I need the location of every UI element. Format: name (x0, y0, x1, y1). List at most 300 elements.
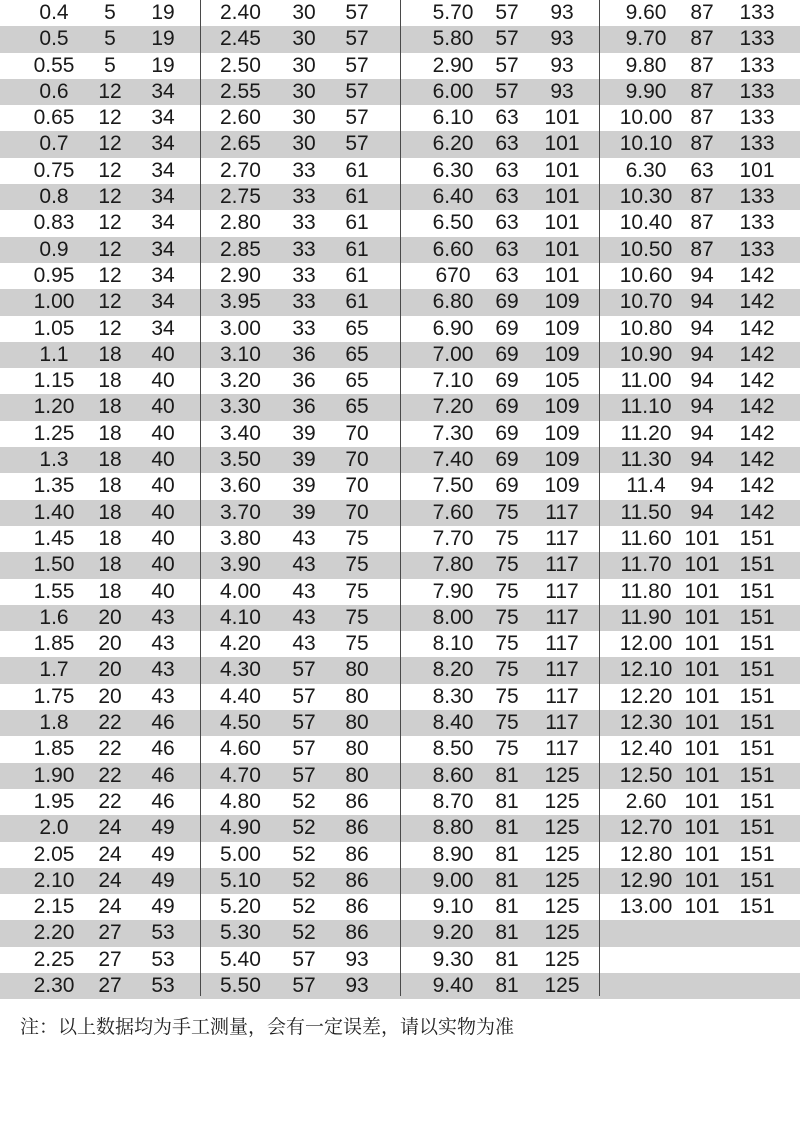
table-cell: 40 (151, 526, 175, 550)
table-cell: 101 (544, 263, 580, 287)
table-cell: 63 (495, 106, 519, 130)
table-cell: 75 (495, 684, 519, 708)
table-cell: 670 (435, 263, 471, 287)
table-cell: 10.70 (619, 290, 673, 314)
table-cell: 22 (98, 711, 122, 735)
table-cell: 0.5 (39, 27, 69, 51)
table-cell: 33 (292, 158, 316, 182)
table-cell: 142 (739, 290, 775, 314)
table-cell: 87 (690, 237, 714, 261)
table-cell: 133 (739, 53, 775, 77)
table-cell: 12.90 (619, 868, 673, 892)
table-cell: 101 (684, 763, 720, 787)
table-cell: 18 (98, 500, 122, 524)
table-cell: 81 (495, 947, 519, 971)
table-cell: 69 (495, 316, 519, 340)
table-cell: 2.20 (33, 921, 75, 945)
table-cell: 75 (495, 500, 519, 524)
table-cell: 30 (292, 53, 316, 77)
table-cell: 8.90 (432, 842, 474, 866)
table-cell (732, 947, 782, 973)
table-cell: 12.10 (619, 658, 673, 682)
table-cell: 101 (684, 789, 720, 813)
table-cell: 11.4 (626, 474, 666, 498)
table-cell: 101 (544, 132, 580, 156)
table-cell: 93 (550, 27, 574, 51)
table-cell: 101 (684, 895, 720, 919)
table-cell: 3.95 (220, 290, 261, 314)
table-cell: 133 (739, 211, 775, 235)
table-cell: 2.05 (33, 842, 75, 866)
table-cell: 80 (345, 711, 369, 735)
table-cell: 0.83 (33, 211, 75, 235)
table-cell (610, 947, 682, 973)
table-cell: 57 (292, 658, 316, 682)
table-cell: 19 (151, 27, 175, 51)
table-cell: 1.05 (33, 316, 75, 340)
table-cell: 12.70 (619, 816, 673, 840)
table-cell: 75 (495, 632, 519, 656)
table-cell: 117 (545, 632, 579, 656)
table-cell: 12 (98, 79, 122, 103)
table-cell: 2.45 (220, 27, 261, 51)
table-cell: 0.7 (39, 132, 69, 156)
table-cell: 1.85 (33, 632, 75, 656)
table-cell: 101 (544, 158, 580, 182)
table-cell: 94 (690, 448, 714, 472)
table-cell: 87 (690, 79, 714, 103)
table-cell: 125 (544, 921, 580, 945)
table-cell: 2.65 (220, 132, 261, 156)
table-cell: 133 (739, 132, 775, 156)
table-cell: 101 (684, 658, 720, 682)
table-cell: 125 (544, 763, 580, 787)
table-cell: 63 (495, 185, 519, 209)
table-cell: 93 (550, 1, 574, 24)
table-cell: 12 (98, 290, 122, 314)
table-cell: 24 (98, 895, 122, 919)
table-cell: 49 (151, 895, 175, 919)
table-cell: 2.0 (39, 816, 69, 840)
table-cell: 1.45 (33, 526, 75, 550)
table-cell: 61 (345, 185, 369, 209)
table-cell: 5.20 (220, 895, 261, 919)
table-cell: 52 (292, 895, 316, 919)
table-cell (732, 920, 782, 946)
table-cell: 1.95 (33, 789, 75, 813)
table-cell: 27 (98, 921, 122, 945)
table-cell: 6.30 (625, 158, 667, 182)
table-cell: 1.15 (33, 369, 75, 393)
table-cell (610, 920, 682, 946)
table-cell: 18 (98, 579, 122, 603)
table-cell (610, 973, 682, 999)
table-cell: 18 (98, 395, 122, 419)
table-cell: 151 (739, 763, 775, 787)
table-cell: 34 (151, 290, 175, 314)
table-cell: 49 (151, 842, 175, 866)
table-cell: 34 (151, 158, 175, 182)
table-cell: 117 (545, 579, 579, 603)
table-cell: 5 (104, 53, 116, 77)
table-cell: 8.10 (432, 632, 474, 656)
table-cell: 0.65 (33, 106, 75, 130)
table-cell: 9.00 (432, 868, 474, 892)
table-cell: 133 (739, 79, 775, 103)
table-cell: 101 (684, 632, 720, 656)
table-cell: 0.6 (39, 79, 69, 103)
table-cell: 1.3 (39, 448, 69, 472)
table-cell: 6.90 (432, 316, 474, 340)
table-cell: 12 (98, 237, 122, 261)
table-cell: 142 (739, 448, 775, 472)
table-cell: 151 (739, 658, 775, 682)
table-cell: 57 (292, 973, 316, 997)
table-cell: 40 (151, 579, 175, 603)
table-cell: 18 (98, 369, 122, 393)
table-cell: 20 (98, 632, 122, 656)
table-cell: 81 (495, 868, 519, 892)
table-cell: 6.60 (432, 237, 474, 261)
table-cell: 69 (495, 369, 519, 393)
table-cell: 53 (151, 947, 175, 971)
table-cell: 46 (151, 789, 175, 813)
table-cell: 30 (292, 1, 316, 24)
table-cell: 0.9 (39, 237, 69, 261)
table-cell: 20 (98, 684, 122, 708)
table-cell: 18 (98, 553, 122, 577)
table-cell: 7.90 (432, 579, 474, 603)
table-cell: 75 (345, 553, 369, 577)
table-cell: 2.60 (625, 789, 667, 813)
table-cell: 36 (292, 342, 316, 366)
table-cell: 87 (690, 211, 714, 235)
table-cell: 0.95 (33, 263, 75, 287)
table-cell: 81 (495, 816, 519, 840)
table-cell: 94 (690, 421, 714, 445)
table-cell: 10.60 (619, 263, 673, 287)
table-cell: 12 (98, 211, 122, 235)
table-cell: 9.40 (432, 973, 474, 997)
table-cell: 142 (739, 421, 775, 445)
table-cell: 142 (739, 369, 775, 393)
table-cell: 18 (98, 421, 122, 445)
table-cell: 61 (345, 263, 369, 287)
table-cell: 151 (739, 684, 775, 708)
table-cell: 133 (739, 185, 775, 209)
table-cell: 101 (739, 158, 775, 182)
table-cell: 46 (151, 711, 175, 735)
table-cell: 86 (345, 842, 369, 866)
table-cell: 46 (151, 763, 175, 787)
table-cell: 125 (544, 895, 580, 919)
table-cell: 34 (151, 185, 175, 209)
table-cell: 11.10 (620, 395, 672, 419)
table-cell: 81 (495, 973, 519, 997)
table-cell: 93 (550, 53, 574, 77)
table-cell: 4.70 (220, 763, 261, 787)
table-cell: 109 (544, 474, 580, 498)
table-cell: 18 (98, 526, 122, 550)
table-cell: 81 (495, 895, 519, 919)
table-cell: 6.20 (432, 132, 474, 156)
table-cell: 101 (544, 211, 580, 235)
table-cell: 1.00 (33, 290, 75, 314)
table-cell: 93 (345, 973, 369, 997)
table-cell: 0.55 (33, 53, 75, 77)
table-cell: 87 (690, 185, 714, 209)
table-cell: 4.30 (220, 658, 261, 682)
table-cell: 39 (292, 421, 316, 445)
table-cell: 5 (104, 27, 116, 51)
table-cell: 75 (495, 605, 519, 629)
table-cell: 70 (345, 500, 369, 524)
table-cell: 69 (495, 421, 519, 445)
table-cell: 81 (495, 921, 519, 945)
table-cell: 22 (98, 789, 122, 813)
table-cell: 5.30 (220, 921, 261, 945)
table-cell: 7.60 (432, 500, 474, 524)
table-cell: 43 (151, 632, 175, 656)
table-cell: 10.00 (619, 106, 673, 130)
table-cell: 8.50 (432, 737, 474, 761)
table-cell: 43 (292, 553, 316, 577)
table-cell: 75 (345, 605, 369, 629)
table-cell: 30 (292, 79, 316, 103)
table-cell: 12.20 (619, 684, 673, 708)
table-cell: 109 (544, 395, 580, 419)
table-cell: 8.20 (432, 658, 474, 682)
table-cell: 86 (345, 816, 369, 840)
table-cell: 142 (739, 263, 775, 287)
table-cell: 27 (98, 947, 122, 971)
table-cell: 101 (684, 816, 720, 840)
table-cell: 125 (544, 868, 580, 892)
table-cell: 2.50 (220, 53, 261, 77)
table-cell: 142 (739, 342, 775, 366)
table-cell: 117 (545, 500, 579, 524)
table-cell (684, 920, 720, 946)
table-cell: 3.40 (220, 421, 261, 445)
table-cell: 63 (495, 237, 519, 261)
table-cell: 101 (544, 106, 580, 130)
table-cell: 86 (345, 789, 369, 813)
table-cell: 18 (98, 342, 122, 366)
table-cell: 57 (292, 684, 316, 708)
table-cell: 12.80 (619, 842, 673, 866)
table-cell: 69 (495, 395, 519, 419)
table-cell: 33 (292, 263, 316, 287)
column-divider (400, 0, 401, 996)
table-cell: 61 (345, 158, 369, 182)
table-cell: 22 (98, 763, 122, 787)
table-cell: 30 (292, 106, 316, 130)
table-cell: 43 (292, 632, 316, 656)
table-cell: 1.20 (33, 395, 75, 419)
table-cell: 10.80 (619, 316, 673, 340)
table-cell: 43 (292, 579, 316, 603)
table-cell: 12 (98, 185, 122, 209)
table-cell: 87 (690, 1, 714, 24)
table-cell: 5.40 (220, 947, 261, 971)
table-cell: 75 (345, 579, 369, 603)
table-cell: 40 (151, 448, 175, 472)
table-cell: 3.60 (220, 474, 261, 498)
table-cell: 101 (684, 526, 720, 550)
table-cell: 12 (98, 132, 122, 156)
table-cell: 3.30 (220, 395, 261, 419)
table-cell: 151 (739, 789, 775, 813)
table-cell: 81 (495, 763, 519, 787)
table-cell: 19 (151, 1, 175, 24)
table-cell: 1.6 (39, 605, 69, 629)
table-cell: 101 (684, 842, 720, 866)
table-cell: 57 (345, 53, 369, 77)
table-cell: 57 (292, 711, 316, 735)
table-cell: 93 (345, 947, 369, 971)
table-cell: 63 (495, 211, 519, 235)
table-cell: 101 (544, 185, 580, 209)
table-cell: 94 (690, 290, 714, 314)
table-cell: 86 (345, 868, 369, 892)
table-cell: 1.90 (33, 763, 75, 787)
table-cell: 63 (690, 158, 714, 182)
table-cell: 94 (690, 500, 714, 524)
table-cell: 9.70 (625, 27, 667, 51)
table-cell: 39 (292, 448, 316, 472)
table-cell: 151 (739, 632, 775, 656)
table-cell: 1.55 (33, 579, 75, 603)
table-cell: 5.50 (220, 973, 261, 997)
table-cell: 4.00 (220, 579, 261, 603)
table-cell: 11.70 (620, 553, 672, 577)
table-cell: 12 (98, 316, 122, 340)
table-cell: 2.25 (33, 947, 75, 971)
table-cell: 34 (151, 79, 175, 103)
table-cell: 57 (292, 737, 316, 761)
table-cell: 151 (739, 553, 775, 577)
table-cell: 43 (292, 526, 316, 550)
table-cell: 0.4 (39, 1, 69, 24)
table-cell: 2.10 (33, 868, 75, 892)
table-cell: 24 (98, 842, 122, 866)
table-cell: 151 (739, 605, 775, 629)
table-cell: 75 (495, 553, 519, 577)
table-cell: 57 (345, 132, 369, 156)
table-cell: 5.10 (220, 868, 261, 892)
column-divider (599, 0, 600, 996)
table-cell: 5.80 (432, 27, 474, 51)
table-cell: 4.10 (220, 605, 261, 629)
table-cell: 7.50 (432, 474, 474, 498)
table-cell: 80 (345, 684, 369, 708)
table-cell: 75 (495, 737, 519, 761)
table-cell: 94 (690, 342, 714, 366)
table-cell: 33 (292, 185, 316, 209)
table-cell: 18 (98, 474, 122, 498)
table-cell: 11.30 (620, 448, 672, 472)
table-cell: 94 (690, 263, 714, 287)
table-cell: 117 (545, 737, 579, 761)
table-cell: 43 (292, 605, 316, 629)
table-cell: 7.80 (432, 553, 474, 577)
table-cell: 57 (345, 79, 369, 103)
table-cell: 53 (151, 973, 175, 997)
table-cell: 109 (544, 290, 580, 314)
table-cell: 52 (292, 842, 316, 866)
table-cell: 24 (98, 816, 122, 840)
table-cell: 10.90 (619, 342, 673, 366)
table-cell: 4.40 (220, 684, 261, 708)
table-cell: 117 (545, 711, 579, 735)
table-cell: 151 (739, 868, 775, 892)
table-cell: 27 (98, 973, 122, 997)
table-cell: 151 (739, 526, 775, 550)
table-cell: 93 (550, 79, 574, 103)
table-cell: 10.10 (619, 132, 673, 156)
table-cell: 43 (151, 658, 175, 682)
table-cell: 117 (545, 526, 579, 550)
table-cell: 63 (495, 158, 519, 182)
table-cell: 125 (544, 842, 580, 866)
table-cell: 2.90 (220, 263, 261, 287)
table-cell: 133 (739, 1, 775, 24)
table-cell: 86 (345, 895, 369, 919)
table-cell: 40 (151, 553, 175, 577)
table-cell: 61 (345, 237, 369, 261)
table-cell: 13.00 (619, 895, 673, 919)
table-cell: 75 (495, 658, 519, 682)
table-cell: 151 (739, 842, 775, 866)
table-cell: 12 (98, 158, 122, 182)
table-cell: 7.10 (432, 369, 474, 393)
table-cell: 94 (690, 369, 714, 393)
table-cell: 1.1 (39, 342, 69, 366)
table-cell: 63 (495, 263, 519, 287)
table-cell: 101 (684, 579, 720, 603)
table-cell: 151 (739, 711, 775, 735)
table-cell: 9.30 (432, 947, 474, 971)
table-cell: 87 (690, 27, 714, 51)
table-cell: 142 (739, 500, 775, 524)
table-cell: 65 (345, 395, 369, 419)
table-cell: 2.90 (432, 53, 474, 77)
table-cell: 6.00 (432, 79, 474, 103)
table-cell: 69 (495, 290, 519, 314)
table-cell: 87 (690, 132, 714, 156)
table-cell: 1.50 (33, 553, 75, 577)
table-cell: 94 (690, 474, 714, 498)
table-cell: 57 (345, 27, 369, 51)
table-cell: 8.80 (432, 816, 474, 840)
table-cell: 125 (544, 816, 580, 840)
table-cell: 43 (151, 605, 175, 629)
table-cell: 2.30 (33, 973, 75, 997)
table-cell: 9.60 (625, 1, 667, 24)
table-cell: 151 (739, 737, 775, 761)
table-cell: 101 (684, 684, 720, 708)
table-cell: 81 (495, 789, 519, 813)
table-cell: 133 (739, 27, 775, 51)
table-cell: 109 (544, 342, 580, 366)
table-cell: 1.85 (33, 737, 75, 761)
table-cell: 75 (495, 579, 519, 603)
table-cell: 87 (690, 53, 714, 77)
table-cell: 5.00 (220, 842, 261, 866)
table-cell: 11.20 (620, 421, 672, 445)
table-cell: 70 (345, 474, 369, 498)
table-cell: 69 (495, 474, 519, 498)
